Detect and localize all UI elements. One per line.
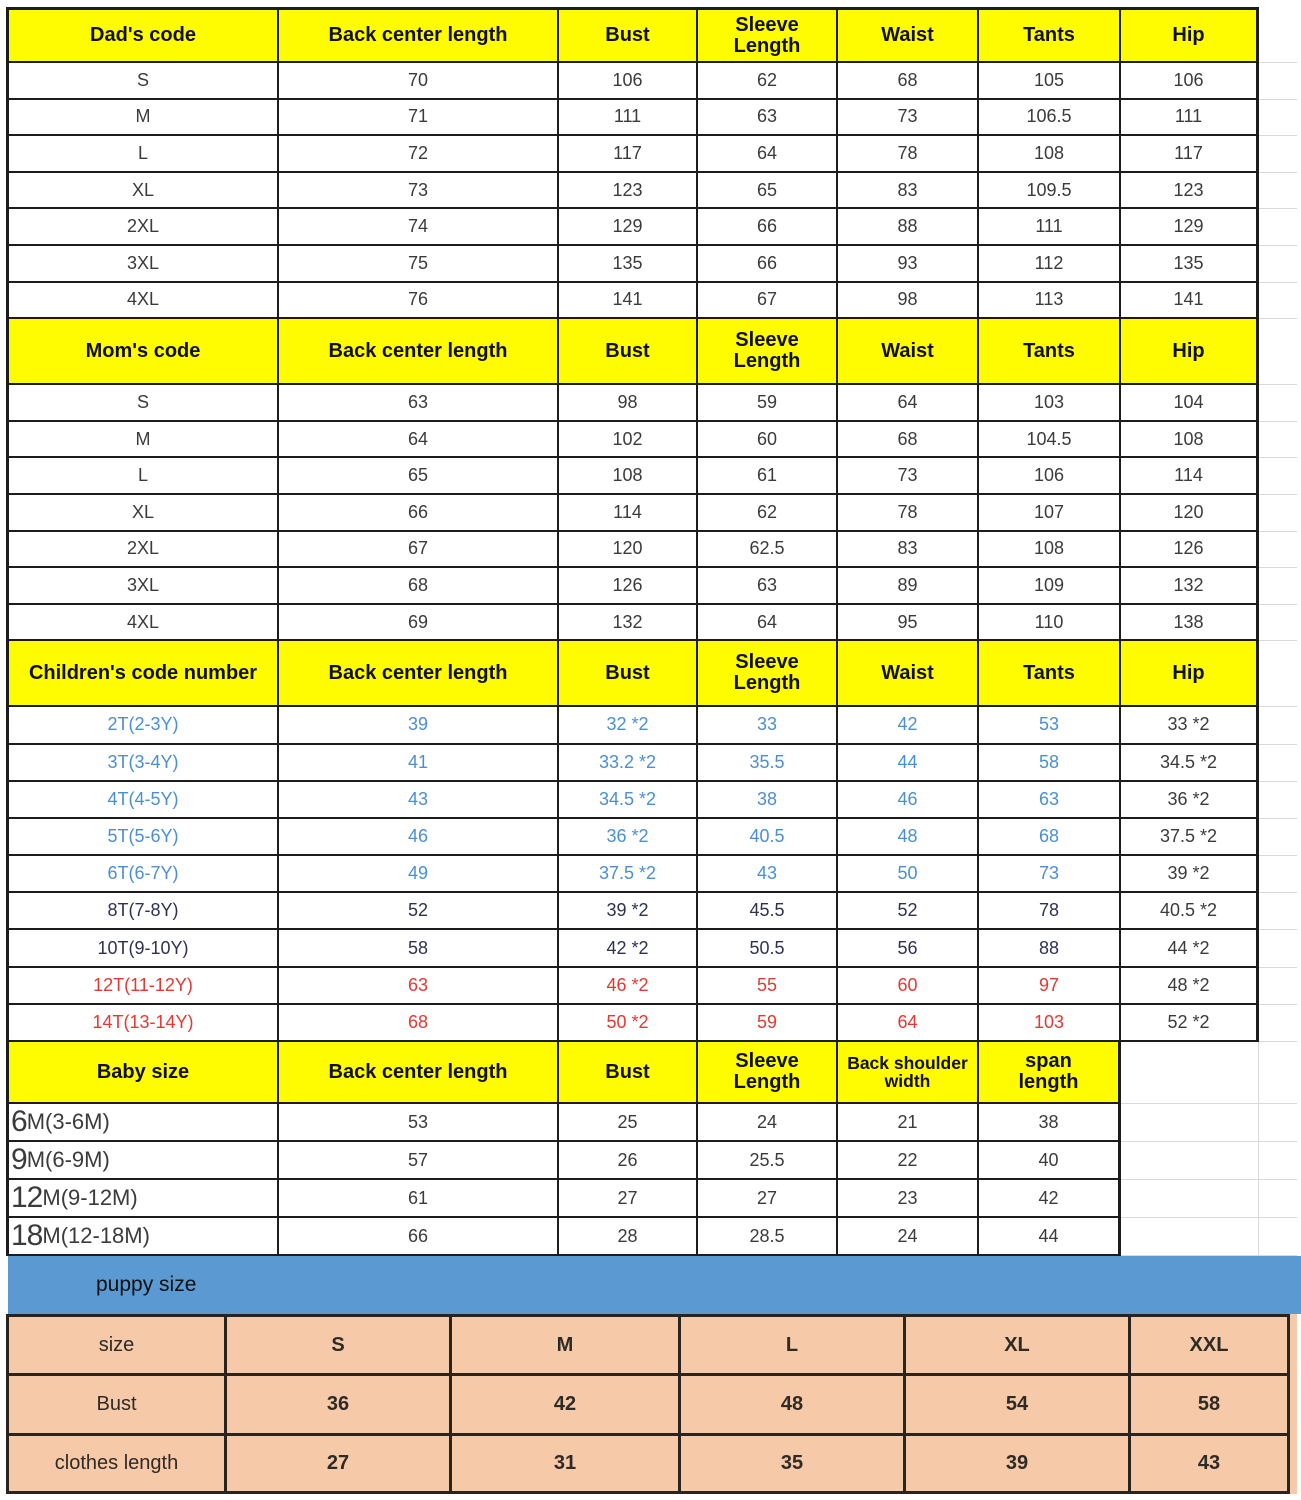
data-cell: 27 (559, 1180, 698, 1218)
data-cell: 73 (838, 100, 979, 137)
data-cell: 38 (698, 782, 838, 819)
data-cell: 97 (979, 968, 1121, 1005)
empty-grid-cell (1121, 1042, 1259, 1104)
baby-size-rest: M(6-9M) (26, 1147, 110, 1172)
data-cell: 44 *2 (1121, 930, 1259, 967)
data-cell: 141 (1121, 283, 1259, 320)
data-cell: 75 (279, 246, 559, 283)
data-cell: 68 (838, 63, 979, 100)
data-cell: 42 (979, 1180, 1121, 1218)
header-cell: span length (979, 1042, 1121, 1104)
row-label-cell: M (6, 100, 279, 137)
data-cell: 109 (979, 568, 1121, 605)
data-cell: 98 (559, 385, 698, 422)
data-cell: 129 (559, 209, 698, 246)
header-cell: Back center length (279, 1042, 559, 1104)
puppy-size-band-label: puppy size (96, 1273, 197, 1296)
row-label-cell: 2XL (6, 209, 279, 246)
data-cell: 68 (279, 1005, 559, 1042)
data-cell: 44 (979, 1218, 1121, 1256)
row-label-cell: 4T(4-5Y) (6, 782, 279, 819)
puppy-size-band (8, 1256, 1301, 1314)
grid-gutter-cell (1259, 173, 1297, 210)
grid-gutter-cell (1259, 1218, 1297, 1256)
puppy-data-cell: XXL (1131, 1314, 1290, 1376)
baby-size-prefix: 12 (11, 1181, 43, 1214)
data-cell: 106.5 (979, 100, 1121, 137)
empty-grid-cell (1121, 1218, 1259, 1256)
grid-gutter-cell (1259, 1104, 1297, 1142)
puppy-data-cell: L (681, 1314, 906, 1376)
data-cell: 120 (1121, 495, 1259, 532)
header-cell: Back center length (279, 319, 559, 385)
data-cell: 106 (979, 458, 1121, 495)
data-cell: 49 (279, 856, 559, 893)
baby-size-table (6, 1042, 1297, 1256)
data-cell: 64 (698, 605, 838, 642)
row-label-cell: 3XL (6, 568, 279, 605)
data-cell: 48 *2 (1121, 968, 1259, 1005)
grid-gutter-cell (1259, 856, 1297, 893)
data-cell: 95 (838, 605, 979, 642)
puppy-data-cell: 43 (1131, 1436, 1290, 1494)
header-cell: Back shoulder width (838, 1042, 979, 1104)
data-cell: 36 *2 (1121, 782, 1259, 819)
header-cell: Sleeve Length (698, 7, 838, 63)
puppy-row-label-cell: size (6, 1314, 227, 1376)
grid-gutter-cell (1259, 819, 1297, 856)
data-cell: 24 (698, 1104, 838, 1142)
row-label-cell (6, 1218, 279, 1256)
data-cell: 52 *2 (1121, 1005, 1259, 1042)
data-cell: 69 (279, 605, 559, 642)
grid-gutter-cell (1259, 136, 1297, 173)
data-cell: 50.5 (698, 930, 838, 967)
data-cell: 106 (559, 63, 698, 100)
row-label-cell: M (6, 422, 279, 459)
data-cell: 103 (979, 385, 1121, 422)
data-cell: 138 (1121, 605, 1259, 642)
data-cell: 114 (559, 495, 698, 532)
data-cell: 42 *2 (559, 930, 698, 967)
grid-gutter-cell (1259, 893, 1297, 930)
grid-gutter-cell (1259, 641, 1297, 707)
data-cell: 43 (698, 856, 838, 893)
data-cell: 78 (838, 495, 979, 532)
grid-gutter-cell (1259, 100, 1297, 137)
data-cell: 43 (279, 782, 559, 819)
data-cell: 35.5 (698, 745, 838, 782)
data-cell: 22 (838, 1142, 979, 1180)
data-cell: 23 (838, 1180, 979, 1218)
grid-gutter-cell (1259, 532, 1297, 569)
header-cell: Tants (979, 7, 1121, 63)
grid-gutter-cell (1259, 568, 1297, 605)
puppy-filler-cell (1290, 1376, 1297, 1436)
data-cell: 32 *2 (559, 707, 698, 744)
data-cell: 117 (1121, 136, 1259, 173)
data-cell: 78 (838, 136, 979, 173)
puppy-data-cell: 48 (681, 1376, 906, 1436)
data-cell: 89 (838, 568, 979, 605)
data-cell: 62 (698, 63, 838, 100)
data-cell: 39 *2 (559, 893, 698, 930)
data-cell: 141 (559, 283, 698, 320)
data-cell: 41 (279, 745, 559, 782)
data-cell: 28 (559, 1218, 698, 1256)
data-cell: 93 (838, 246, 979, 283)
data-cell: 73 (279, 173, 559, 210)
puppy-data-cell: S (227, 1314, 452, 1376)
row-label-cell: 14T(13-14Y) (6, 1005, 279, 1042)
puppy-filler-cell (1290, 1314, 1297, 1376)
data-cell: 73 (838, 458, 979, 495)
puppy-size-table (6, 1314, 1297, 1494)
row-label-cell: 4XL (6, 283, 279, 320)
data-cell: 66 (279, 495, 559, 532)
data-cell: 55 (698, 968, 838, 1005)
data-cell: 26 (559, 1142, 698, 1180)
puppy-filler-cell (1290, 1436, 1297, 1494)
header-cell: Tants (979, 319, 1121, 385)
header-cell: Dad's code (6, 7, 279, 63)
data-cell: 88 (838, 209, 979, 246)
row-label-cell: 8T(7-8Y) (6, 893, 279, 930)
data-cell: 64 (838, 1005, 979, 1042)
row-label-cell: 5T(5-6Y) (6, 819, 279, 856)
data-cell: 46 (838, 782, 979, 819)
data-cell: 66 (279, 1218, 559, 1256)
data-cell: 36 *2 (559, 819, 698, 856)
header-cell: Children's code number (6, 641, 279, 707)
data-cell: 63 (279, 968, 559, 1005)
baby-size-prefix: 9 (11, 1143, 27, 1176)
grid-gutter-cell (1259, 63, 1297, 100)
data-cell: 37.5 *2 (559, 856, 698, 893)
data-cell: 83 (838, 532, 979, 569)
row-label-cell: 10T(9-10Y) (6, 930, 279, 967)
data-cell: 117 (559, 136, 698, 173)
data-cell: 114 (1121, 458, 1259, 495)
data-cell: 40.5 (698, 819, 838, 856)
data-cell: 83 (838, 173, 979, 210)
data-cell: 98 (838, 283, 979, 320)
header-cell: Hip (1121, 319, 1259, 385)
data-cell: 61 (698, 458, 838, 495)
data-cell: 62.5 (698, 532, 838, 569)
data-cell: 68 (279, 568, 559, 605)
data-cell: 45.5 (698, 893, 838, 930)
grid-gutter-cell (1259, 1180, 1297, 1218)
grid-gutter-cell (1259, 209, 1297, 246)
data-cell: 33.2 *2 (559, 745, 698, 782)
data-cell: 34.5 *2 (559, 782, 698, 819)
row-label-cell: L (6, 458, 279, 495)
data-cell: 102 (559, 422, 698, 459)
data-cell: 64 (838, 385, 979, 422)
header-cell: Mom's code (6, 319, 279, 385)
data-cell: 113 (979, 283, 1121, 320)
data-cell: 48 (838, 819, 979, 856)
data-cell: 68 (838, 422, 979, 459)
puppy-data-cell: 36 (227, 1376, 452, 1436)
row-label-cell: S (6, 63, 279, 100)
data-cell: 135 (1121, 246, 1259, 283)
data-cell: 111 (979, 209, 1121, 246)
data-cell: 109.5 (979, 173, 1121, 210)
grid-gutter-cell (1259, 319, 1297, 385)
data-cell: 126 (559, 568, 698, 605)
data-cell: 107 (979, 495, 1121, 532)
header-cell: Back center length (279, 641, 559, 707)
row-label-cell: XL (6, 173, 279, 210)
header-cell: Bust (559, 641, 698, 707)
header-cell: Waist (838, 7, 979, 63)
grid-gutter-cell (1259, 782, 1297, 819)
grid-gutter-cell (1259, 1142, 1297, 1180)
grid-gutter-cell (1259, 385, 1297, 422)
baby-size-rest: M(3-6M) (26, 1109, 110, 1134)
puppy-data-cell: 31 (452, 1436, 681, 1494)
data-cell: 34.5 *2 (1121, 745, 1259, 782)
data-cell: 108 (559, 458, 698, 495)
data-cell: 108 (979, 532, 1121, 569)
data-cell: 63 (698, 568, 838, 605)
grid-gutter-cell (1259, 246, 1297, 283)
data-cell: 50 *2 (559, 1005, 698, 1042)
data-cell: 27 (698, 1180, 838, 1218)
baby-size-prefix: 6 (11, 1105, 27, 1138)
data-cell: 37.5 *2 (1121, 819, 1259, 856)
grid-gutter-cell (1259, 7, 1297, 63)
data-cell: 62 (698, 495, 838, 532)
data-cell: 110 (979, 605, 1121, 642)
data-cell: 65 (698, 173, 838, 210)
data-cell: 111 (559, 100, 698, 137)
header-cell: Hip (1121, 7, 1259, 63)
puppy-data-cell: 35 (681, 1436, 906, 1494)
data-cell: 123 (1121, 173, 1259, 210)
data-cell: 50 (838, 856, 979, 893)
grid-gutter-cell (1259, 707, 1297, 744)
puppy-data-cell: 58 (1131, 1376, 1290, 1436)
data-cell: 53 (279, 1104, 559, 1142)
header-cell: Hip (1121, 641, 1259, 707)
grid-gutter-cell (1259, 605, 1297, 642)
empty-grid-cell (1121, 1104, 1259, 1142)
row-label-cell: L (6, 136, 279, 173)
data-cell: 52 (838, 893, 979, 930)
data-cell: 63 (979, 782, 1121, 819)
data-cell: 60 (838, 968, 979, 1005)
data-cell: 120 (559, 532, 698, 569)
header-cell: Bust (559, 1042, 698, 1104)
data-cell: 59 (698, 1005, 838, 1042)
grid-gutter-cell (1259, 968, 1297, 1005)
header-cell: Bust (559, 7, 698, 63)
row-label-cell: 2XL (6, 532, 279, 569)
puppy-data-cell: 27 (227, 1436, 452, 1494)
data-cell: 57 (279, 1142, 559, 1180)
data-cell: 78 (979, 893, 1121, 930)
data-cell: 108 (979, 136, 1121, 173)
row-label-cell: 6T(6-7Y) (6, 856, 279, 893)
puppy-data-cell: 54 (906, 1376, 1131, 1436)
row-label-cell (6, 1104, 279, 1142)
grid-gutter-cell (1259, 283, 1297, 320)
header-cell: Sleeve Length (698, 1042, 838, 1104)
row-label-cell: 2T(2-3Y) (6, 707, 279, 744)
data-cell: 58 (979, 745, 1121, 782)
data-cell: 67 (698, 283, 838, 320)
data-cell: 129 (1121, 209, 1259, 246)
header-cell: Tants (979, 641, 1121, 707)
data-cell: 46 (279, 819, 559, 856)
data-cell: 66 (698, 209, 838, 246)
data-cell: 105 (979, 63, 1121, 100)
data-cell: 70 (279, 63, 559, 100)
header-cell: Back center length (279, 7, 559, 63)
data-cell: 24 (838, 1218, 979, 1256)
row-label-cell: S (6, 385, 279, 422)
data-cell: 111 (1121, 100, 1259, 137)
data-cell: 108 (1121, 422, 1259, 459)
grid-gutter-cell (1259, 495, 1297, 532)
header-cell: Baby size (6, 1042, 279, 1104)
data-cell: 61 (279, 1180, 559, 1218)
data-cell: 72 (279, 136, 559, 173)
data-cell: 64 (279, 422, 559, 459)
data-cell: 126 (1121, 532, 1259, 569)
puppy-data-cell: 39 (906, 1436, 1131, 1494)
data-cell: 74 (279, 209, 559, 246)
data-cell: 25.5 (698, 1142, 838, 1180)
empty-grid-cell (1121, 1142, 1259, 1180)
grid-gutter-cell (1259, 422, 1297, 459)
data-cell: 52 (279, 893, 559, 930)
data-cell: 73 (979, 856, 1121, 893)
data-cell: 33 *2 (1121, 707, 1259, 744)
data-cell: 38 (979, 1104, 1121, 1142)
baby-size-rest: M(9-12M) (42, 1185, 138, 1210)
data-cell: 112 (979, 246, 1121, 283)
data-cell: 68 (979, 819, 1121, 856)
data-cell: 58 (279, 930, 559, 967)
puppy-row-label-cell: Bust (6, 1376, 227, 1436)
data-cell: 104 (1121, 385, 1259, 422)
data-cell: 63 (698, 100, 838, 137)
data-cell: 123 (559, 173, 698, 210)
header-cell: Sleeve Length (698, 319, 838, 385)
data-cell: 33 (698, 707, 838, 744)
childrens-size-table (6, 641, 1297, 1042)
data-cell: 53 (979, 707, 1121, 744)
data-cell: 76 (279, 283, 559, 320)
data-cell: 71 (279, 100, 559, 137)
puppy-data-cell: M (452, 1314, 681, 1376)
data-cell: 135 (559, 246, 698, 283)
header-cell: Waist (838, 319, 979, 385)
grid-gutter-cell (1259, 745, 1297, 782)
data-cell: 132 (559, 605, 698, 642)
row-label-cell: XL (6, 495, 279, 532)
data-cell: 88 (979, 930, 1121, 967)
data-cell: 60 (698, 422, 838, 459)
data-cell: 65 (279, 458, 559, 495)
data-cell: 67 (279, 532, 559, 569)
data-cell: 40 (979, 1142, 1121, 1180)
data-cell: 63 (279, 385, 559, 422)
data-cell: 21 (838, 1104, 979, 1142)
grid-gutter-cell (1259, 930, 1297, 967)
data-cell: 25 (559, 1104, 698, 1142)
header-cell: Waist (838, 641, 979, 707)
data-cell: 56 (838, 930, 979, 967)
puppy-data-cell: XL (906, 1314, 1131, 1376)
baby-size-prefix: 18 (11, 1219, 43, 1252)
data-cell: 42 (838, 707, 979, 744)
data-cell: 103 (979, 1005, 1121, 1042)
header-cell: Bust (559, 319, 698, 385)
row-label-cell: 4XL (6, 605, 279, 642)
data-cell: 39 *2 (1121, 856, 1259, 893)
row-label-cell (6, 1180, 279, 1218)
grid-gutter-cell (1259, 1042, 1297, 1104)
data-cell: 106 (1121, 63, 1259, 100)
grid-gutter-cell (1259, 458, 1297, 495)
row-label-cell (6, 1142, 279, 1180)
row-label-cell: 3XL (6, 246, 279, 283)
baby-size-rest: M(12-18M) (42, 1223, 150, 1248)
data-cell: 44 (838, 745, 979, 782)
data-cell: 104.5 (979, 422, 1121, 459)
data-cell: 28.5 (698, 1218, 838, 1256)
dads-size-table (6, 7, 1297, 319)
data-cell: 132 (1121, 568, 1259, 605)
data-cell: 40.5 *2 (1121, 893, 1259, 930)
header-cell: Sleeve Length (698, 641, 838, 707)
data-cell: 59 (698, 385, 838, 422)
puppy-data-cell: 42 (452, 1376, 681, 1436)
data-cell: 66 (698, 246, 838, 283)
moms-size-table (6, 319, 1297, 641)
data-cell: 46 *2 (559, 968, 698, 1005)
grid-gutter-cell (1259, 1005, 1297, 1042)
row-label-cell: 12T(11-12Y) (6, 968, 279, 1005)
row-label-cell: 3T(3-4Y) (6, 745, 279, 782)
empty-grid-cell (1121, 1180, 1259, 1218)
puppy-row-label-cell: clothes length (6, 1436, 227, 1494)
data-cell: 39 (279, 707, 559, 744)
data-cell: 64 (698, 136, 838, 173)
